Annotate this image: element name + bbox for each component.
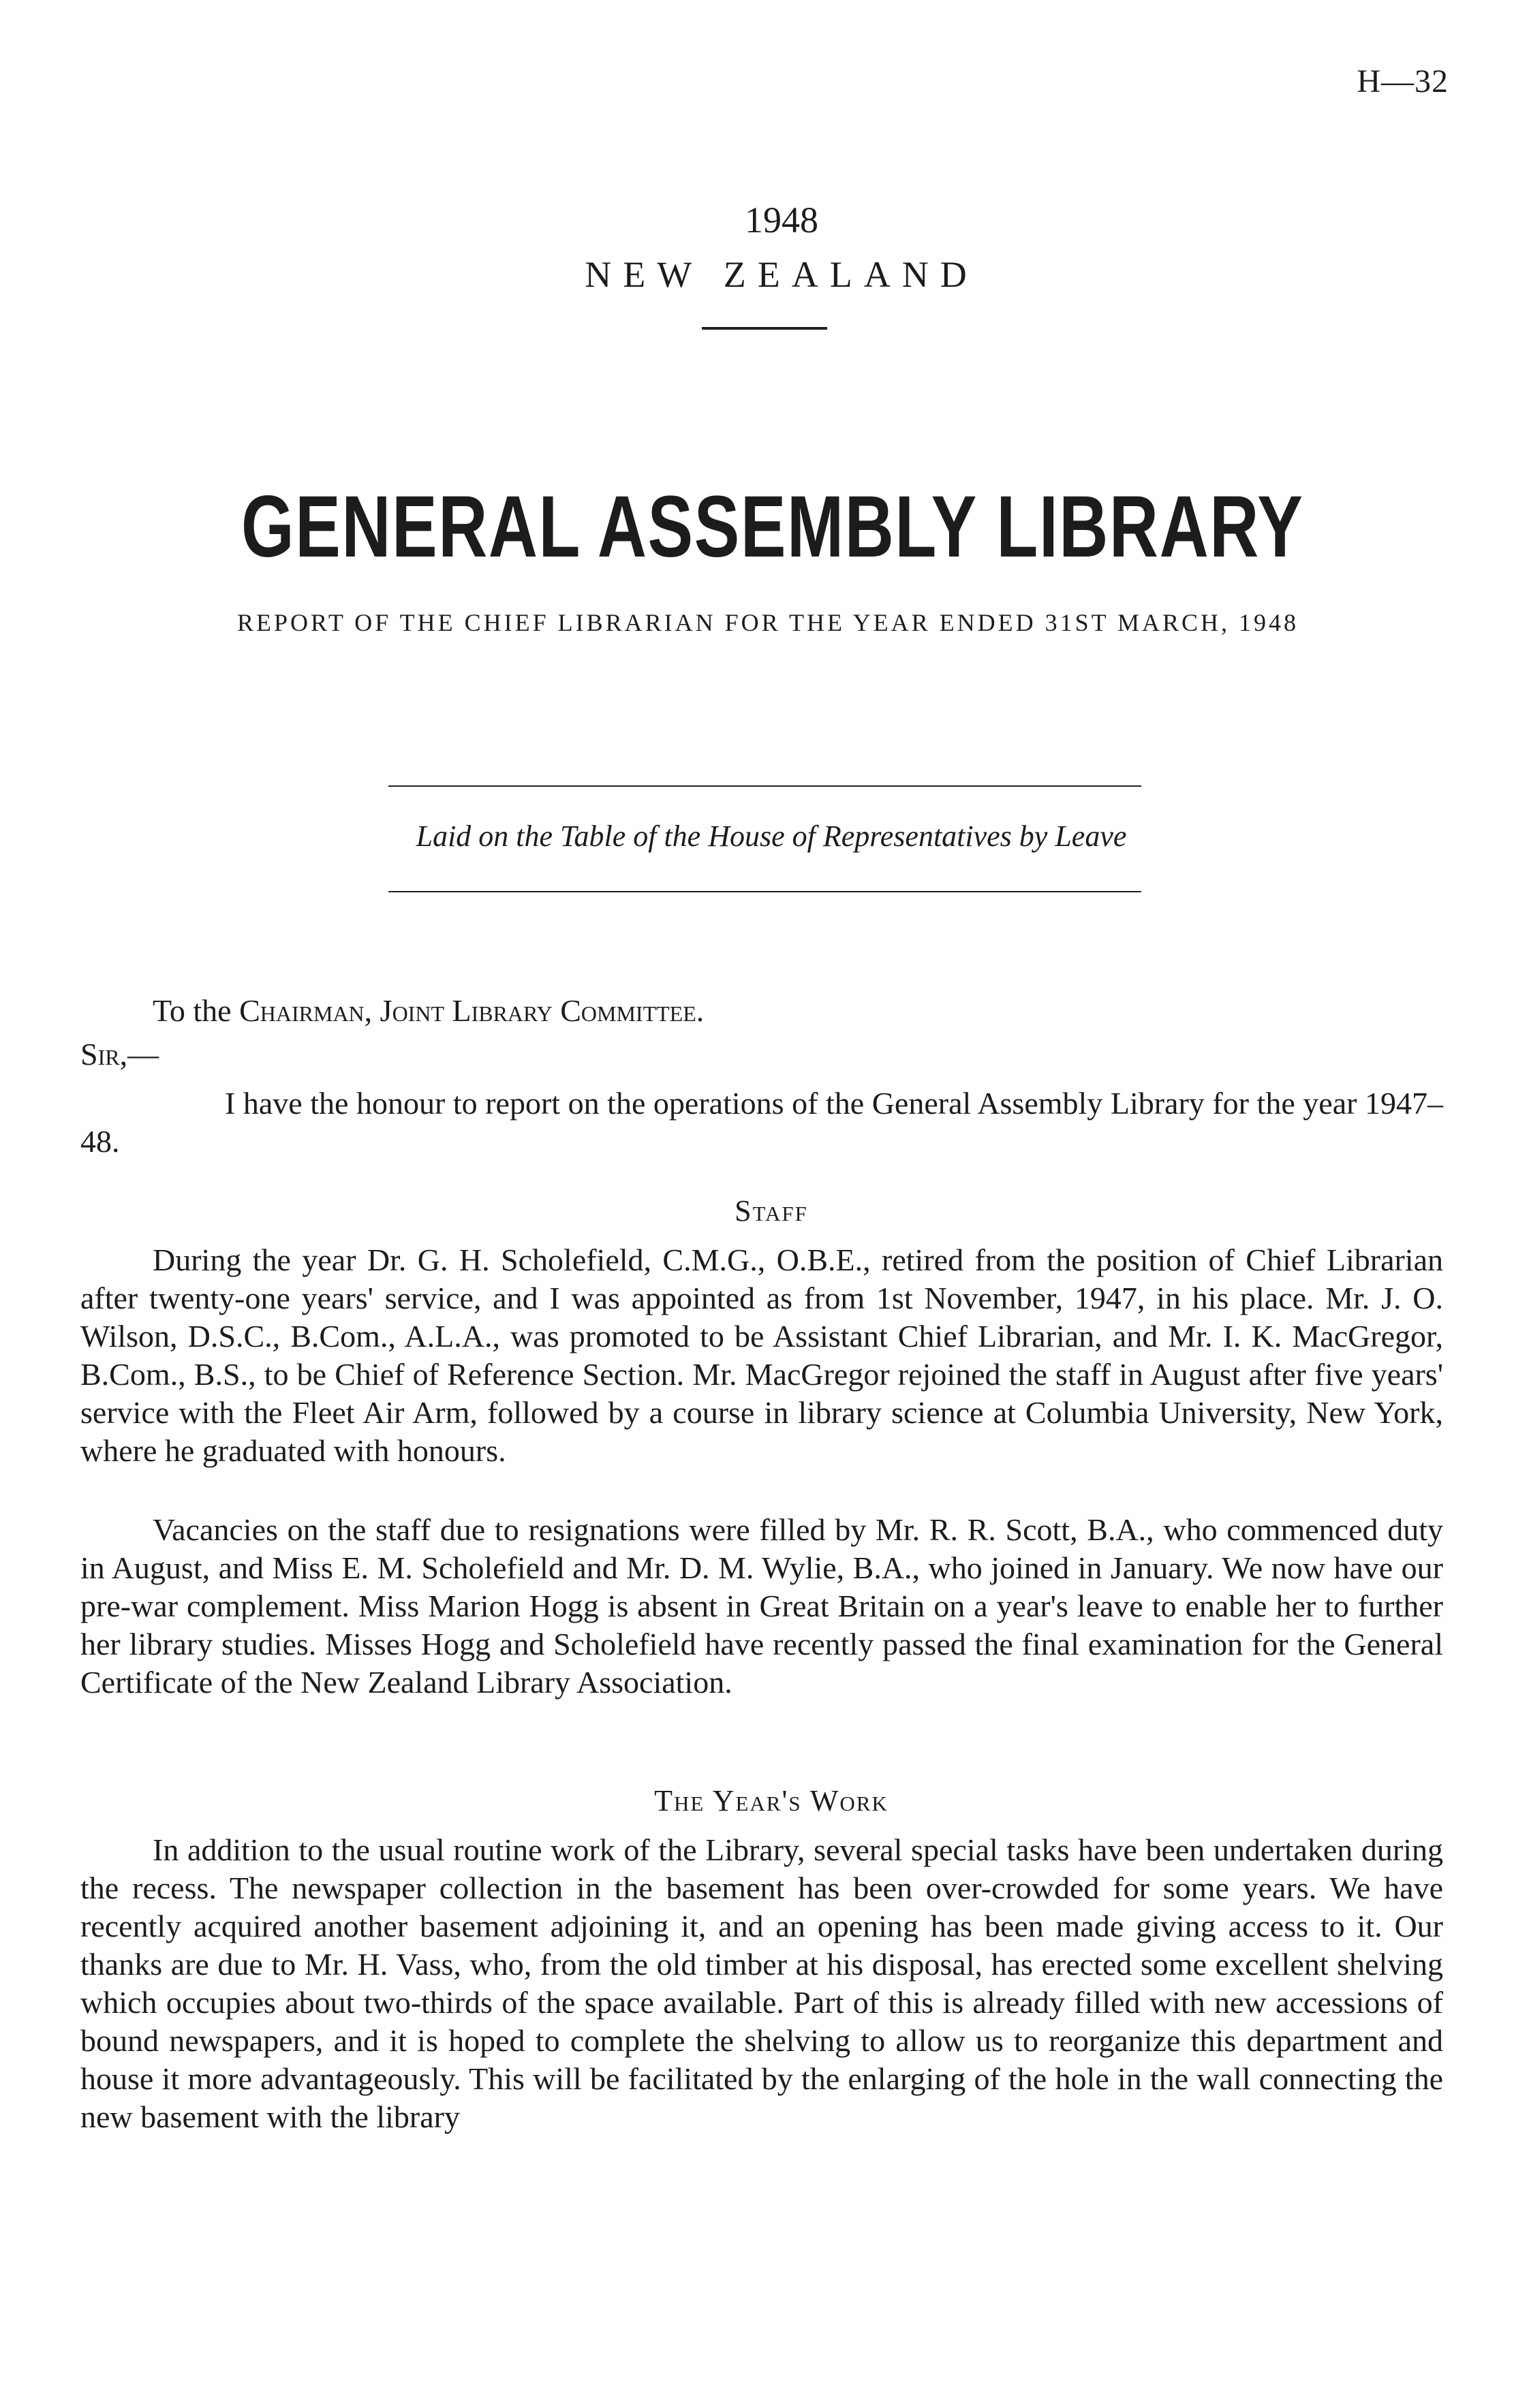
letter-addressee [153, 992, 1515, 1030]
laid-on-table-note: Laid on the Table of the House of Representatives by Leave [416, 819, 1127, 853]
years-work-paragraph: In addition to the usual routine work of the Library, several special tasks have been undertaken during the recess. The newspaper collection in the basement has been over-crowded for some years. We have recently acquired another basement adjoining it, and an opening has been made giving access to it. Our thanks are due to Mr. H. Vass, who, from the old timber at his disposal, has erected some excellent shelving which occupies about two-thirds of the space available. Part of this is already filled with new accessions of bound newspapers, and it is hoped to complete the shelving to allow us to reorganize this department and house it more advantageously. This will be facilitated by the enlarging of the hole in the wall connecting the new basement with the library [80, 1832, 1443, 2134]
staff-paragraph: Vacancies on the staff due to resignations were filled by Mr. R. R. Scott, B.A., who commenced duty in August, and Miss E. M. Scholefield and Mr. D. M. Wylie, B.A., who joined in January. We now have our pre-war complement. Miss Marion Hogg is absent in Great Britain on a year's leave to enable her to further her library studies. Misses Hogg and Scholefield have recently passed the final examination for the General Certificate of the New Zealand Library Association. [80, 1512, 1443, 1700]
section-heading-years-work: The Year's Work [654, 1784, 889, 1817]
intro-paragraph: I have the honour to report on the operations of the General Assembly Library for the year 1947–48. [80, 1086, 1443, 1159]
publication-year: 1948 [745, 200, 818, 240]
country-name: NEW ZEALAND [585, 254, 978, 295]
divider-rule [702, 327, 827, 330]
divider-rule-bottom [388, 891, 1141, 892]
document-title: GENERAL ASSEMBLY LIBRARY [241, 478, 1304, 576]
page-reference: H—32 [1357, 63, 1449, 99]
document-subtitle: REPORT OF THE CHIEF LIBRARIAN FOR THE YEAR ENDED 31ST MARCH, 1948 [237, 609, 1299, 636]
section-heading-staff: Staff [735, 1194, 808, 1228]
addressee-name: Chairman, Joint Library Committee. [239, 993, 705, 1028]
staff-paragraph: During the year Dr. G. H. Scholefield, C.M.G., O.B.E., retired from the position of Chief Librarian after twenty-one years' service, and I was appointed as from 1st November, 1947, in his place. Mr. J. O. Wilson, D.S.C., B.Com., A.L.A., was promoted to be Assistant Chief Librarian, and Mr. I. K. MacGregor, B.Com., B.S., to be Chief of Reference Section. Mr. MacGregor rejoined the staff in August after five years' service with the Fleet Air Arm, followed by a course in library science at Columbia University, New York, where he graduated with honours. [80, 1242, 1443, 1468]
letter-salutation: Sir,— [80, 1037, 159, 1072]
divider-rule-top [388, 785, 1141, 787]
addressee-prefix: To the [153, 993, 240, 1028]
